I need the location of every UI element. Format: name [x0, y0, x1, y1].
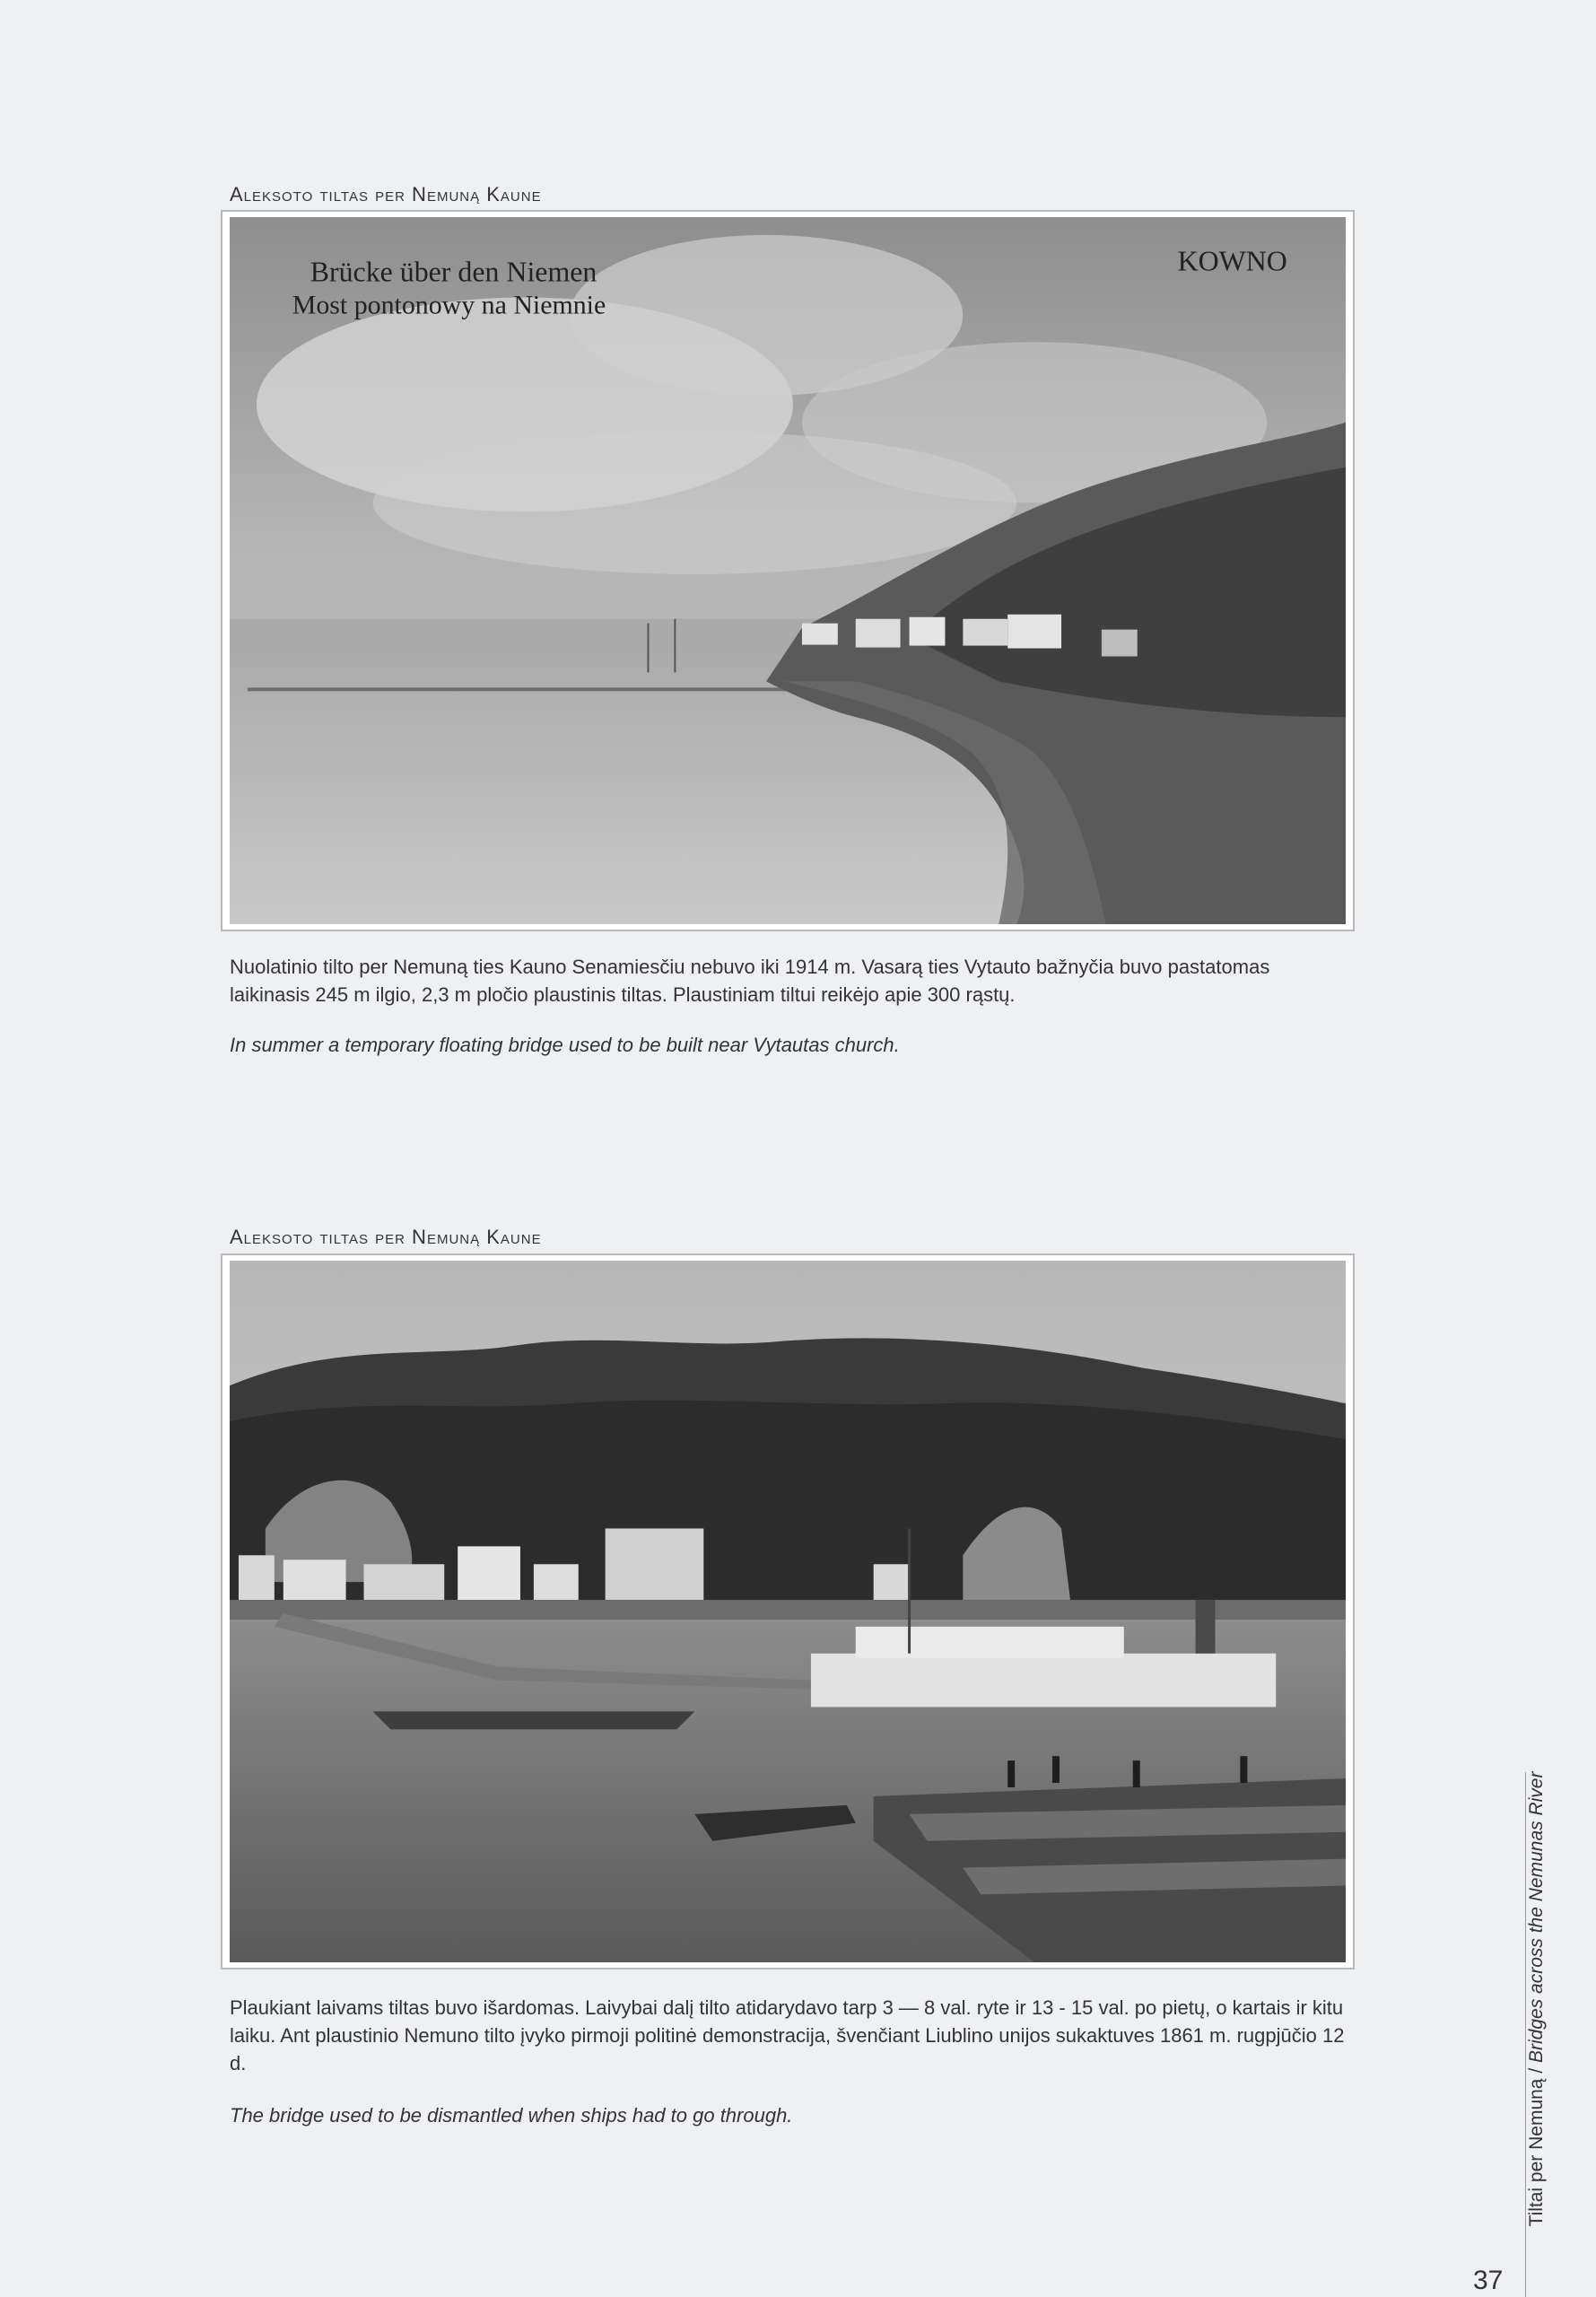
- side-rule-divider: [1525, 1772, 1526, 2297]
- postcard-line2: Most pontonowy na Niemnie: [292, 290, 606, 320]
- postcard-photo-kowno-river: [230, 217, 1346, 924]
- postcard-city: KOWNO: [1177, 245, 1287, 277]
- ship-photo-river-harbor: [230, 1261, 1346, 1962]
- caption-en-2: The bridge used to be dismantled when ships had to go through.: [230, 2104, 793, 2127]
- running-title-lt: Tiltai per Nemuną /: [1526, 2067, 1547, 2227]
- postcard-photo-frame: [221, 210, 1355, 931]
- caption-lt-1: Nuolatinio tilto per Nemuną ties Kauno Senamiesčiu nebuvo iki 1914 m. Vasarą ties Vytauto bažnyčia buvo pastatomas laikinasis 245 m ilgio, 2,3 m pločio plaustinis tiltas. Plaustiniam tiltui reikėjo apie 300 rąstų.: [230, 956, 1270, 1006]
- running-title: [1516, 1771, 1557, 2227]
- postcard-line1: Brücke über den Niemen: [310, 256, 597, 288]
- ship-photo-frame: [221, 1253, 1355, 1969]
- page-number: 37: [1473, 2266, 1504, 2295]
- section-heading-2: Aleksoto tiltas per Nemuną Kaune: [230, 1226, 542, 1248]
- running-title-en: Bridges across the Nemunas River: [1526, 1771, 1547, 2063]
- caption-en-1: In summer a temporary floating bridge used to be built near Vytautas church.: [230, 1034, 900, 1056]
- caption-lt-2: Plaukiant laivams tiltas buvo išardomas. Laivybai dalį tilto atidarydavo tarp 3 — 8 val. ryte ir 13 - 15 val. po pietų, o kartais ir kitu laiku. Ant plaustinio Nemuno tilto įvyko pirmoji politinė demonstracija, švenčiant Liublino unijos sukaktuves 1861 m. rugpjūčio 12 d.: [230, 1996, 1345, 2074]
- section-heading-1: Aleksoto tiltas per Nemuną Kaune: [230, 183, 542, 205]
